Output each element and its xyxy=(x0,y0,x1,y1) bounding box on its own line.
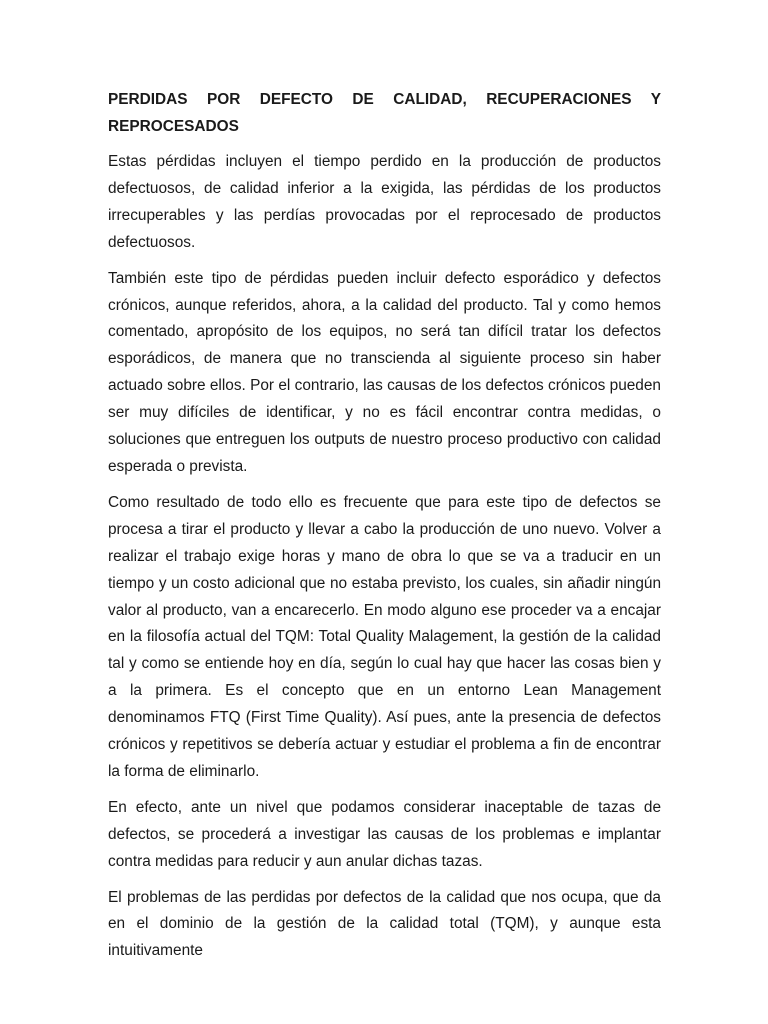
paragraph-2: También este tipo de pérdidas pueden incluir defecto esporádico y defectos crónicos, aunque referidos, ahora, a la calidad del producto. Tal y como hemos comentado, apropósito de los equipos, no será tan difícil tratar los defectos esporádicos, de manera que no transcienda al siguiente proceso sin haber actuado sobre ellos. Por el contrario, las causas de los defectos crónicos pueden ser muy difíciles de identificar, y no es fácil encontrar contra medidas, o soluciones que entreguen los outputs de nuestro proceso productivo con calidad esperada o prevista. xyxy=(108,269,661,475)
document-page xyxy=(108,86,661,974)
paragraph-3: Como resultado de todo ello es frecuente que para este tipo de defectos se procesa a tirar el producto y llevar a cabo la producción de uno nuevo. Volver a realizar el trabajo exige horas y mano de obra lo que se va a traducir en un tiempo y un costo adicional que no estaba previsto, los cuales, sin añadir ningún valor al producto, van a encarecerlo. En modo alguno ese proceder va a encajar en la filosofía actual del TQM: Total Quality Malagement, la gestión de la calidad tal y como se entiende hoy en día, según lo cual hay que hacer las cosas bien y a la primera. Es el concepto que en un entorno Lean Management denominamos FTQ (First Time Quality). Así pues, ante la presencia de defectos crónicos y repetitivos se debería actuar y estudiar el problema a fin de encontrar la forma de eliminarlo. xyxy=(108,493,661,780)
paragraph-1: Estas pérdidas incluyen el tiempo perdido en la producción de productos defectuosos, de calidad inferior a la exigida, las pérdidas de los productos irrecuperables y las perdías provocadas por el reprocesado de productos defectuosos. xyxy=(108,153,661,251)
paragraph-5: El problemas de las perdidas por defectos de la calidad que nos ocupa, que da en el dominio de la gestión de la calidad total (TQM), y aunque esta intuitivamente xyxy=(108,888,661,960)
section-heading: PERDIDAS POR DEFECTO DE CALIDAD, RECUPERACIONES Y xyxy=(108,91,661,108)
paragraph-4: En efecto, ante un nivel que podamos considerar inaceptable de tazas de defectos, se procederá a investigar las causas de los problemas e implantar contra medidas para reducir y aun anular dichas tazas. xyxy=(108,798,661,870)
section-heading-continued: REPROCESADOS xyxy=(108,118,239,135)
